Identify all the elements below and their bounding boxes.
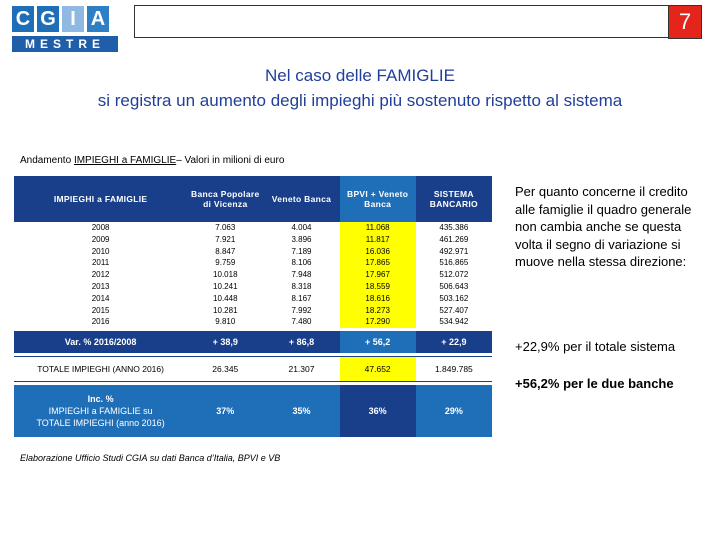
value-cell: 534.942 xyxy=(439,317,469,327)
incidence-value: 37% xyxy=(187,385,263,437)
logo-letter: C xyxy=(12,6,34,32)
value-cell: 506.643 xyxy=(439,281,469,291)
total-value: 21.307 xyxy=(263,357,339,382)
value-cell: 461.269 xyxy=(439,234,469,244)
variation-value: + 56,2 xyxy=(340,331,416,353)
variation-value: + 22,9 xyxy=(416,331,492,353)
value-cell-highlight: 17.865 xyxy=(340,257,416,269)
table-row xyxy=(14,316,492,328)
year-cell: 2014 xyxy=(91,293,110,303)
cgia-logo xyxy=(12,6,120,56)
page-number: 7 xyxy=(668,5,702,39)
header-cell: IMPIEGHI a FAMIGLIE xyxy=(14,176,187,222)
loans-table xyxy=(14,176,492,437)
source-note: Elaborazione Ufficio Studi CGIA su dati Banca d’Italia, BPVI e VB xyxy=(20,453,281,463)
subtitle-suffix: – Valori in milioni di euro xyxy=(176,155,285,166)
year-cell: 2016 xyxy=(91,317,110,327)
header-cell: Veneto Banca xyxy=(263,176,339,222)
value-cell: 9.810 xyxy=(215,317,236,327)
table-row xyxy=(14,222,492,234)
table-subtitle xyxy=(20,155,284,166)
incidence-value: 29% xyxy=(416,385,492,437)
slide-title-line2: si registra un aumento degli impieghi più sostenuto rispetto al sistema xyxy=(97,91,623,110)
value-cell-highlight: 18.559 xyxy=(340,281,416,293)
year-cell: 2013 xyxy=(91,281,110,291)
value-cell: 4.004 xyxy=(291,223,312,232)
year-cell: 2011 xyxy=(91,258,110,268)
table-row xyxy=(14,305,492,317)
year-cell: 2009 xyxy=(91,234,110,244)
value-cell: 9.759 xyxy=(215,258,236,268)
value-cell: 516.865 xyxy=(439,258,469,268)
logo-letter: A xyxy=(87,6,109,32)
value-cell-highlight: 16.036 xyxy=(340,246,416,258)
variation-value: + 38,9 xyxy=(187,331,263,353)
table-row xyxy=(14,281,492,293)
note-banks: +56,2% per le due banche xyxy=(515,376,674,391)
table-row xyxy=(14,257,492,269)
value-cell: 10.241 xyxy=(213,281,238,291)
value-cell: 7.189 xyxy=(291,246,312,256)
value-cell: 8.318 xyxy=(291,281,312,291)
value-cell: 8.106 xyxy=(291,258,312,268)
year-cell: 2008 xyxy=(91,223,110,232)
value-cell: 527.407 xyxy=(439,305,469,315)
value-cell: 503.162 xyxy=(439,293,469,303)
subtitle-prefix: Andamento xyxy=(20,155,74,166)
value-cell: 7.992 xyxy=(291,305,312,315)
note-system: +22,9% per il totale sistema xyxy=(515,339,676,354)
variation-label: Var. % 2016/2008 xyxy=(14,331,187,353)
value-cell: 7.921 xyxy=(215,234,236,244)
incidence-label-line: IMPIEGHI a FAMIGLIE su xyxy=(48,406,153,417)
value-cell: 435.386 xyxy=(439,223,469,232)
subtitle-underlined: IMPIEGHI a FAMIGLIE xyxy=(73,155,177,166)
value-cell-highlight: 18.616 xyxy=(340,293,416,305)
value-cell: 3.896 xyxy=(291,234,312,244)
total-label: TOTALE IMPIEGHI (ANNO 2016) xyxy=(14,357,187,382)
year-cell: 2015 xyxy=(91,305,110,315)
value-cell: 7.063 xyxy=(215,223,236,232)
incidence-label-line: Inc. % xyxy=(87,394,114,405)
total-value: 47.652 xyxy=(340,357,416,382)
table-row xyxy=(14,269,492,281)
table-row xyxy=(14,234,492,246)
logo-letter: G xyxy=(37,6,59,32)
header-cell: Banca Popolare di Vicenza xyxy=(187,176,263,222)
incidence-label-line: TOTALE IMPIEGHI (anno 2016) xyxy=(36,418,165,429)
value-cell-highlight: 17.967 xyxy=(340,269,416,281)
table-row xyxy=(14,293,492,305)
year-cell: 2012 xyxy=(91,270,110,280)
year-cell: 2010 xyxy=(91,246,110,256)
header-cell: SISTEMA BANCARIO xyxy=(416,176,492,222)
value-cell: 10.448 xyxy=(213,293,238,303)
value-cell: 512.072 xyxy=(439,270,469,280)
variation-row xyxy=(14,331,492,353)
slide-title-line1: Nel caso delle FAMIGLIE xyxy=(265,66,455,85)
logo-subtitle: MESTRE xyxy=(12,36,118,52)
total-value: 26.345 xyxy=(187,357,263,382)
value-cell-highlight: 11.817 xyxy=(340,234,416,246)
value-cell: 8.847 xyxy=(215,246,236,256)
incidence-value: 36% xyxy=(340,385,416,437)
value-cell: 492.971 xyxy=(439,246,469,256)
value-cell-highlight: 18.273 xyxy=(340,305,416,317)
logo-letter: I xyxy=(62,6,84,32)
variation-value: + 86,8 xyxy=(263,331,339,353)
value-cell-highlight: 17.290 xyxy=(340,316,416,328)
commentary-text: Per quanto concerne il credito alle famiglie il quadro generale non cambia anche se questa volta il segno di variazione si muove nella stessa direzione: xyxy=(515,184,692,269)
total-row xyxy=(14,357,492,382)
value-cell: 10.281 xyxy=(213,305,238,315)
value-cell: 7.480 xyxy=(291,317,312,327)
table-row xyxy=(14,246,492,258)
incidence-label xyxy=(14,385,187,437)
value-cell: 10.018 xyxy=(213,270,238,280)
header-cell: BPVI + Veneto Banca xyxy=(340,176,416,222)
incidence-row xyxy=(14,385,492,437)
value-cell: 8.167 xyxy=(291,293,312,303)
value-cell: 7.948 xyxy=(291,270,312,280)
header-box xyxy=(134,5,700,38)
value-cell-highlight: 11.068 xyxy=(340,222,416,234)
total-value: 1.849.785 xyxy=(416,357,492,382)
incidence-value: 35% xyxy=(263,385,339,437)
table-header-row xyxy=(14,176,492,222)
